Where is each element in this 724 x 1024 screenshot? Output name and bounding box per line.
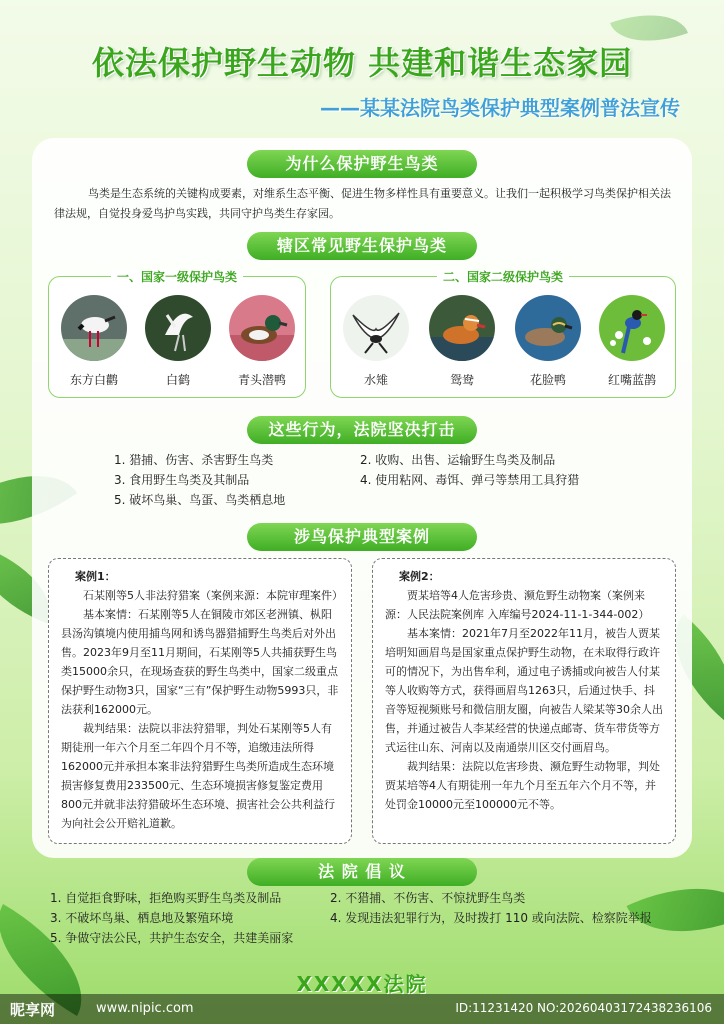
- baers-pochard-photo: [229, 295, 295, 361]
- case-result: 裁判结果：法院以非法狩猎罪，判处石某刚等5人有期徒刑一年六个月至二年四个月不等，追缴违法所得162000元并承担本案非法狩猎野生鸟类所造成生态环境损害修复费用233500元、生态环境损害修复鉴定费用800元并就非法狩猎破坏生态环境、损害社会公共利益行为向社会公开赔礼道歉。: [61, 722, 335, 830]
- advocacy-item: 1. 自觉拒食野味，拒绝购买野生鸟类及制品: [50, 891, 282, 905]
- bird-group-level2: [330, 270, 676, 398]
- case-facts: 基本案情：2021年7月至2022年11月，被告人贾某培明知画眉鸟是国家重点保护野生动物，在未取得行政许可的情况下，为出售牟利，通过电子诱捕或向被告人付某等人收购等方式，获得画眉鸟1263只，后通过快手、抖音等短视频账号和微信朋友圈，向被告人梁某等30余人出售，并通过被告人李某经营的快递点邮寄、货车带货等方式运往山东、河南以及南通崇川区交付画眉鸟。: [385, 627, 663, 754]
- court-name: XXXXX法院: [296, 972, 428, 996]
- behavior-item: 4. 使用粘网、毒饵、弹弓等禁用工具狩猎: [360, 473, 580, 487]
- advocacy-item: 3. 不破坏鸟巢、栖息地及繁殖环境: [50, 911, 234, 925]
- section-heading-advocacy: 法 院 倡 议: [247, 858, 477, 886]
- bird-name: 水雉: [363, 373, 388, 387]
- baikal-teal-photo: [515, 295, 581, 361]
- case-title: 贾某培等4人危害珍贵、濒危野生动物案（案例来源：人民法院案例库 入库编号2024-11-1-344-002）: [385, 589, 650, 621]
- oriental-stork-photo: [61, 295, 127, 361]
- section-heading-cases: 涉鸟保护典型案例: [247, 523, 477, 551]
- page-title: 依法保护野生动物 共建和谐生态家园: [91, 44, 633, 82]
- case-card-2: [372, 558, 676, 844]
- case-label: 案例2：: [399, 570, 440, 583]
- bird-name: 鸳鸯: [449, 373, 474, 387]
- watermark-bar: [0, 994, 724, 1024]
- advocacy-item: 5. 争做守法公民，共护生态安全，共建美丽家: [50, 931, 294, 945]
- behavior-item: 3. 食用野生鸟类及其制品: [114, 473, 250, 487]
- bird-name: 花脸鸭: [529, 373, 566, 387]
- bird-card: [59, 295, 129, 388]
- watermark-id: ID:11231420 NO:20260403172438236106: [455, 1001, 712, 1015]
- bird-group-title: 二、国家二级保护鸟类: [437, 270, 569, 284]
- section-heading-birds: 辖区常见野生保护鸟类: [247, 232, 477, 260]
- case-facts: 基本案情：石某刚等5人在铜陵市郊区老洲镇、枞阳县汤沟镇境内使用捕鸟网和诱鸟器猎捕野生鸟类后对外出售。2023年9月至11月期间，石某刚等5人共捕获野生鸟类15000余只，在现场查获的野生鸟类中，国家二级重点保护野生动物3只，国家“三有”保护野生动物5993只，非法获利162000元。: [61, 608, 339, 716]
- case-card-1: [48, 558, 352, 844]
- case-label: 案例1：: [75, 570, 116, 583]
- case-result: 裁判结果：法院以危害珍贵、濒危野生动物罪，判处贾某培等4人有期徒刑一年九个月至五年六个月不等，并处罚金10000元至100000元不等。: [385, 760, 660, 811]
- bird-card: [227, 295, 297, 388]
- bird-card: [143, 295, 213, 388]
- bird-name: 白鹤: [165, 373, 190, 387]
- bird-card: [597, 295, 667, 388]
- bird-card: [341, 295, 411, 388]
- bird-name: 红嘴蓝鹊: [607, 373, 656, 387]
- section-heading-behaviors: 这些行为，法院坚决打击: [247, 416, 477, 444]
- behavior-item: 1. 猎捕、伤害、杀害野生鸟类: [114, 453, 274, 467]
- advocacy-item: 2. 不猎捕、不伤害、不惊扰野生鸟类: [330, 891, 526, 905]
- page-subtitle: ——某某法院鸟类保护典型案例普法宣传: [320, 96, 680, 120]
- watermark-url: www.nipic.com: [96, 1001, 194, 1016]
- bird-name: 青头潜鸭: [237, 373, 286, 387]
- case-title: 石某刚等5人非法狩猎案（案例来源：本院审理案件）: [83, 589, 343, 602]
- bird-group-level1: [48, 270, 306, 398]
- mandarin-duck-photo: [429, 295, 495, 361]
- watermark-logo: 昵享网: [10, 1001, 56, 1019]
- red-billed-blue-magpie-photo: [599, 295, 665, 361]
- bird-group-title: 一、国家一级保护鸟类: [111, 270, 243, 284]
- bird-card: [513, 295, 583, 388]
- behavior-item: 5. 破坏鸟巢、鸟蛋、鸟类栖息地: [114, 493, 286, 507]
- advocacy-item: 4. 发现违法犯罪行为，及时拨打 110 或向法院、检察院举报: [330, 911, 652, 925]
- section-heading-why: 为什么保护野生鸟类: [247, 150, 477, 178]
- jacana-photo: [343, 295, 409, 361]
- bird-name: 东方白鹳: [69, 373, 118, 387]
- intro-text: 鸟类是生态系统的关键构成要素，对维系生态平衡、促进生物多样性具有重要意义。让我们一起积极学习鸟类保护相关法律法规，自觉投身爱鸟护鸟实践，共同守护鸟类生存家园。: [54, 187, 671, 220]
- siberian-crane-photo: [145, 295, 211, 361]
- behavior-item: 2. 收购、出售、运输野生鸟类及制品: [360, 453, 556, 467]
- bird-card: [427, 295, 497, 388]
